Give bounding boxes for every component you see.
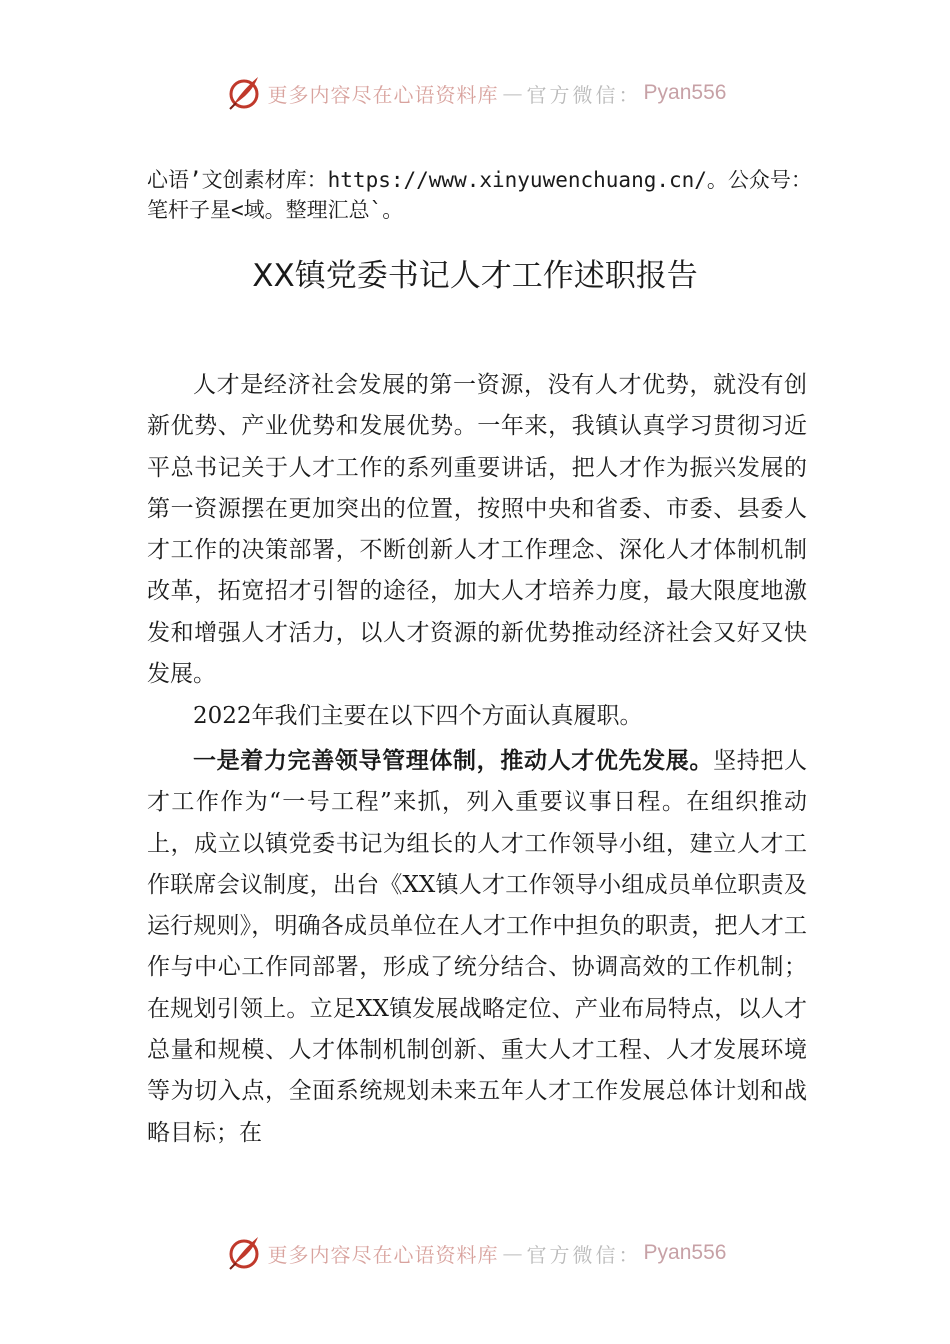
watermark-text: 更多内容尽在心语资料库 [267,1242,499,1267]
watermark-wechat-label: 官方微信： [526,1242,642,1267]
watermark-wechat-id: Pyan556 [643,81,727,104]
watermark-text: 更多内容尽在心语资料库 [267,82,499,107]
watermark-wechat-label: 官方微信： [526,82,642,107]
header-watermark [0,68,950,118]
footer-watermark [0,1228,950,1278]
quill-logo-icon [224,73,264,113]
source-note: 心语’文创素材库：https://www.xinyuwenchuang.cn/。公众号：笔杆子星<域。整理汇总`。 [147,168,812,222]
paragraph-intro: 人才是经济社会发展的第一资源，没有人才优势，就没有创新优势、产业优势和发展优势。一年来，我镇认真学习贯彻习近平总书记关于人才工作的系列重要讲话，把人才作为振兴发展的第一资源摆在更加突出的位置，按照中央和省委、市委、县委人才工作的决策部署，不断创新人才工作理念、深化人才体制机制改革，拓宽招才引智的途径，加大人才培养力度，最大限度地激发和增强人才活力，以人才资源的新优势推动经济社会又好又快发展。 [147,372,807,688]
watermark-separator: — [502,1241,523,1265]
paragraph-lead-heading: 一是着力完善领导管理体制，推动人才优先发展。 [193,748,714,774]
paragraph-body: 坚持把人才工作作为“一号工程”来抓，列入重要议事日程。在组织推动上，成立以镇党委书记为组长的人才工作领导小组，建立人才工作联席会议制度，出台《XX镇人才工作领导小组成员单位职责及运行规则》，明确各成员单位在人才工作中担负的职责，把人才工作与中心工作同部署，形成了统分结合、协调高效的工作机制；在规划引领上。立足XX镇发展战略定位、产业布局特点，以人才总量和规模、人才体制机制创新、重大人才工程、人才发展环境等为切入点，全面系统规划未来五年人才工作发展总体计划和战略目标；在 [147,748,808,1146]
paragraph-first-point [147,741,807,1154]
paragraph-overview: 2022年我们主要在以下四个方面认真履职。 [193,703,643,729]
watermark-separator: — [502,81,523,105]
quill-logo-icon [224,1233,264,1273]
document-title: XX镇党委书记人才工作述职报告 [252,258,698,294]
watermark-wechat-id: Pyan556 [643,1241,727,1264]
